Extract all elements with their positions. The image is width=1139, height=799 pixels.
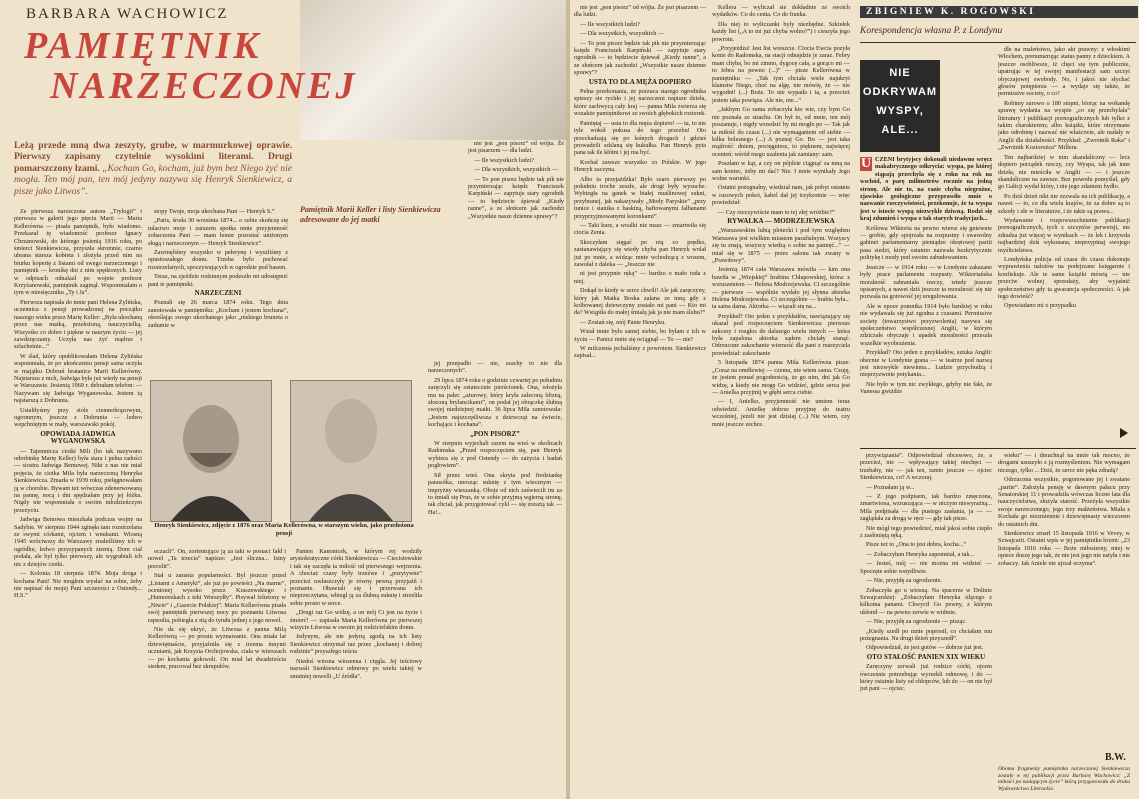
paragraph: Sienkiewicz zmarł 15 listopada 1916 w Vevey, w Szwajcarii. Ostatni wpis w jej pamiętniku brzmi: „23 listopada 1916 roku — Boże miłosierny, miej w opiece duszę jego tak, że nie jest jego nie ustyła i nie zobaczy. Jak Aniele nie ujrzał oczyma”. (998, 530, 1130, 567)
paragraph: — Czy rzeczywiście mam to tej złej wróżbie?” (718, 208, 835, 216)
paragraph: Pierwsza napisała do mnie pani Helena Żylińska, uczennica z pensji prowadzonej na początku naszego wieku przez Marię Keller: „Była ukochaną przez nas matką, przełożoną, nauczycielką. Wszystko co dobre i piękne w naszym życiu — jej zawdzięczamy. Uczyła nas żyć mądrze i szlachetnie...” (14, 298, 142, 351)
section-heading: „PON PISORZ” (470, 429, 520, 438)
section-heading: OPOWIADA JADWIGA WYGANOWSKA (40, 429, 116, 446)
paragraph: dle na maleństwo, jako akt prawny: z włoskimi Włochem, prenumerując status panny z dzieckiem. A jeszcze osobliwsze, iż chęci się tym publicznie, upatrując w tej swojej manifestacji sam szczyt obyczajowej swobody. No, i jakoś nie słychać głosów potępienia — a wydaje się także, że permissive society, o co? (998, 46, 1130, 98)
paragraph: Robimy surowo o 180 stopni, biorąc na wokandę sprawę wydania na wyspie „co się przechylała” literatury i publikacji pornograficznych lub tylko z takim charakterem; albo książki, które otrzymane jako odrobinę i nazwać nie właściwie, ale nadały w Anglii dla działalności. Przykład: „Zwrotnik Raka” i „Zwrotnik Koziorożca” Millera. (998, 99, 1130, 152)
left-column-1 (14, 208, 142, 792)
paragraph: — Nie, przyjdę za ogrodzenie. (866, 577, 942, 585)
paragraph: Londyńska policja od czasu do czasu dokonuje wyprawienia nalotów na podejrzane księgarnie i konfiskuje. Ale te same książki mówią — nie przeciw wolnej sprzedaży, aby wyjaśnić społeczeństwu gdy ta gwarancja społeczności. A jak tego dowieść? (998, 255, 1130, 300)
paragraph: W ślad, który opublikowałam Helena Żylińska wspomniała, że po ukończeniu pensji sama uczyła w majątku Dobruń bratanice Marii Kellerówny. Najstarsza z nich, Jadwiga była już wtedy na pensji w Warszawie. Jesienią 1969 r. debrałam telefon: — Nazywam się Jadwiga Wyganowska. Jestem tą najstarszą z Dobrunia. (14, 352, 142, 405)
lead-italic: „Kocham Go, kocham, już bym bez Niego żyć nie mogła. Ten mój pan, ten mój jedyny nazywa się Henryk Sienkiewicz, a pisze jako Litwos”. (14, 162, 292, 197)
paragraph: Królowa Wiktoria na pewno wiersz się gniewnie — grobie, gdy spojrzała na rozpustny i swawolny gabinet parlamentarny pieniądze okrętowej partii pasa siedzi, który ostatnio nazwała bezkrytycznie politykę i mody pod swoim zabudowaniem. (860, 224, 992, 262)
paragraph: — Nie, przyjdę za ogrodzenie — pisząc. (866, 618, 967, 626)
article-title-line2: NARZECZONEJ (50, 65, 358, 107)
article-title-line1: PAMIĘTNIK (24, 25, 262, 67)
right-column-1 (574, 4, 706, 794)
paragraph: Jadwiga Bemowa mieszkała podczas wojny na Sadybie. W sierpniu 1944 zginęła tam rozstrzelana ze swymi córkami, ojciem i wnukami. Wiosną 1945 wróciwszy do Warszawy znaleźliśmy ich w ogródku, ledwo przysypanych ziemią. Dom ciał podała, ale był tylko pierwszy, ale wygrabiali ich nic z dziejów ciotki. (14, 516, 142, 568)
article-lead (14, 140, 292, 197)
arrow-icon (1102, 426, 1128, 440)
right-column-4 (998, 46, 1130, 426)
paragraph: ni jest przypnie ręką” — bardzo o mało toda z niej. (574, 270, 706, 285)
intro-paragraph (860, 156, 992, 223)
paragraph: oczach”. On, zorientujące ją za taki w postaci fałd i nowel „Ta trzecia” napisze: „Jest śliczna... Istny porcelit”. (148, 548, 286, 570)
box-title-line: ALE... (881, 124, 919, 136)
paragraph: Odpowiedział, że jest gotów — dobrze już jest. (866, 644, 984, 652)
paragraph: Przykład? Oto jeden z przykładów, sztuka Anglii: obecnie w Londynie grana — w teatrze pod nazwą jest niezwykle niewinna... Ludzie przychodzą i nieprzyzwoite potykania... (860, 349, 992, 379)
right-page (570, 0, 1139, 799)
paragraph: Jeszcze — w 1914 roku — w Londynie zakazane były prace parlamentu rozpusty. Wiktoriańska moralność zabraniała rzeczy, wtedy jeszcze opisanych, a nawet dziś jeszcze ta moralność się nie pozwala na gotowość jej uregulowania. (860, 263, 992, 301)
paragraph: Ale w epoce pomnika 1914 było bardziej w roku nie wydawała się już zgodna z czasami. Permissive society (towarzystwo przyzwolenia) nazywa się społeczeństwo współczesnej Anglii, w którym zdziczałe obyczaje i upadek moralności przeszła wszelkie wyobrażenia. (860, 302, 992, 347)
section-heading: USTA TO DLA MĘŻA DOPIERO (588, 77, 692, 86)
section-heading: RYWALKA — MODRZEJEWSKA (727, 216, 835, 225)
right-column-6 (998, 452, 1130, 752)
paragraph: Zobaczyła go u wiosną. Na spacerze w Dolinie Szwajcarskiej: „Zobaczyłam Henryka idącego z kilkoma panami. Chwycił Go pewny, z którym ukłonił — na pewno zerwie w widmie. (860, 586, 992, 616)
paragraph: Jesienią 1874 cała Warszawa mówiła — kim ona bawiła w „Wiejskiej” hrabina Chłapowskiej, która: z wzruszeniem — Helena Modrzejewska. Ci szczególnie — pierwsze — wspólnie wydało jej słynna aktorka Helena Modrzejewska. Ci szczególnie — hrabia była... ta sama dama. Aktorka — wiązali się na... (712, 266, 850, 311)
paragraph: Poszłam w kąt, a czy on pójdzie ciągnąć za mną na sam koniec, żeby mi dać? Nie. I mnie wynikały Jego wolne warunki. (712, 160, 850, 182)
paragraph: — Poznałam ją w... (866, 483, 915, 491)
paragraph: — Zostań się, mój Panie Henryku. (580, 318, 666, 326)
paragraph: Odrzucona wszystkie, pogonowane jej i swatane „partie”. Założyła pensję w dawnym pałacu przy Senatorskiej 11 i prowadziła wówczas liczne lata dla nauczycielstwa, służyła starość. Przeżyła wszystkie swoje narzeczonego, jego trzy małżeństwa. Miała z Kochała go niezmiennie i dziewiętnasty wieczorem do ostatnich dni. (998, 476, 1130, 528)
paragraph: — To pon pisorz będzie tak pik nie przymierzając księdz Franciszek Karpiński — zapytuje stary ogrodnik — to będziecie śpiewał „Kiedy ranne”, a ze słońcem jak zachodzi „Wszystkie nasze dzienne sprawy”? (468, 175, 564, 220)
paragraph: stopy Twoje, moja ukochana Pani — Henryk S.” (154, 208, 275, 215)
paragraph: Kellera — wyliczał sie dokładnie ze swoich wydatków. Co do centa. Co do franka. (712, 4, 850, 19)
paragraph: Sił przez wieś. Ona skryta pod fredziankę parasolka, unosząc suknię z tym wiecznym — impryżny wieszanką. Oboje od nich zaświecili im za to śmiali się Prus, że w sobie przyjmą wgierną stronę, tak chciał, jak przygotować cykl — się zresztą tak — Ha!... (428, 471, 562, 516)
footnote: Oboma fragmenty pamiętnika narzeczonej Sienkiewicza zostały w tej publikacji przez Barbarę Wachowicz: „Z miłości po nadającym życie” którą przygotowała do druku Wydawnictwo Literackie. (998, 766, 1130, 792)
paragraph: „Jakbym Go sama zobaczyła kto wie, czy bym Go nie poznała ze strachu. On był to, od mnie, ten mój poszanuje, i nigdy wrzedzić by mi mogło po — Tak jak ta miłość do czasu (...) nie wymaganiem od siebie — kilka bolesnego (...) A poznaj Go. Bo — jest taka mądrość: dniem, pocięgniesz, to pięknem, najwięcej ocenień: wśród mego uzalenia jak zamiany: sam. (712, 106, 850, 158)
paragraph: Panien Kanonicek, w którym rej wodziły arystokratyczne córki Sienkiewicza — Ciecistowskie i tak się zaczęła ta miłość od pierwszego wejrzenia. A chociaż czasy były trzeźwe i „pozytywne” przecież uwłaszczyły je równy pewną przyjaźń i poznanie. Obawiali się i przerwana ich nieprzeczytana, wbiegł ją za ślubną suknię i strzeliła sobie prosto w serce. (290, 548, 422, 607)
paragraph: Ustaliłyśmy przy stole ciemnobrązowym, ogromnym, jeszcze z Dobrunia — ledwo wepchniętym w mały, warszawski pokój. (14, 406, 142, 429)
paragraph: Ze pierwsza narzeczona autora „Trylogii” i pierwsza w galerii jego pięciu Marii — Maria Kellerówna — pisała pamiętnik, było wiadomo. Przekazał tę wiadomość profesor Ignacy Chrzanowski, do którego jesienią 1916 roku, po śmierci Sienkiewicza, przyszła skromnie, czarno ubrana starsza kobieta i złożyła przed nim na biurku kopertę z listami od swego narzeczonego i pamiętnik — kronikę dni z nim spędzonych. Listy w odpisach odnalazł po wojnie profesor Krzyżanowski, pamiętnik zaginął. Wspomniałam o tym w miesięczniku „Ty i Ja”. (14, 208, 142, 297)
left-column-5-top (468, 140, 564, 356)
paragraph: Poznali się 26 marca 1874 roku. Tego dnia zanotowała w pamiętniku: „Kocham i jestem kochana”, określając swego ukochanego jako „niskiego bruneta o zadumie w (148, 299, 288, 329)
left-column-2 (148, 208, 288, 380)
portrait-sienkiewicz-figure (151, 381, 271, 521)
paragraph: Nie było w tym nic zwykłego, gdyby nie fakt, że Vanessa gwiżdże (860, 380, 992, 396)
caption-notebook: Pamiętnik Marii Keller i listy Sienkiewicza adresowane do jej matki (300, 205, 441, 224)
section-heading: OTO STAŁOŚĆ PANIEN XIX WIEKU (866, 652, 986, 661)
paragraph: Stał u zarania popularności. Był jeszcze przed „Listami z Ameryki”, ale już po powieści „Na marne”, ocenionej wysoko przez Kraszewskiego i „Humoreskach z teki Worszyłły”. Pisywał felietony w „Niwie” i „Gazecie Polskiej”. Maria Kellerówna pisała swój pamiętnik pierwszej nocy po poznaniu Litwosa rapsodia, pobiegła z nią do tytułu jednej z jego nowel. (148, 572, 286, 624)
paragraph: Pełna przekonania, że porzuca starego ogrodnika spieszy sie rychło i jej narzeczeni napisze dzieła, które zachwycą cały kraj — panna Mila zwierza się wszakże pamiętnikowi ze swoich głębokich rozterek. (574, 88, 706, 118)
paragraph: „Drugi raz Go widzę, a on mój Ci jest na życie i śmierć! — zapisała Maria Kellerówna po pierwszej wizycie Litwosa w swoim jej rodzicielskim domu. (290, 609, 422, 632)
paragraph: Pisze też to „Ona to jest dobra, kocha...” (866, 541, 967, 549)
paragraph: Jedynym, ale nie jedyną zgodą na ich listy Sienkiewicz otrzymał raz przez „kochanej i dobrej rodzinie” przyszłego teścia (290, 633, 422, 656)
right-column-3 (860, 156, 992, 448)
paragraph: Albo ta przejażdżka! Było szaro pierwszy po południu troche zeszłe, ale drogi były wysuche. Wybiegła na ganek w białej muślinowej sukni, przybranej, jak nakazywały „Mody Paryskie” „przy tunice i stanika z baskiną, haftowanymi falbanami przyprzyjmowanymi koronkami”. (574, 175, 706, 220)
portrait-keller-figure (291, 381, 411, 521)
paragraph: Niedoś wiosna wiosenna i cięgla. Jej teściowy nazwali Sienkiewicz odmowy po wielu takiej w smutniej nowelli „U źródła”. (290, 657, 422, 680)
paragraph: — Taki kurz, a woalki nie masz — zmartwiła się ciocia Zenia. (574, 221, 706, 237)
paragraph: — Ile wszystkich ludzi? (580, 20, 640, 28)
paragraph: — Z jego podpisem, tak bardzo zmęczona, zmartwiona, wzruszająca — w niczym niewyrażną... Mila podpisała — dla pustego zasłania, ja — — zaglądała za drogą w ręce — gdy tak pisze. (860, 493, 992, 523)
box-title-line: WYSPY, (876, 105, 924, 117)
paragraph: Opowiadano mi o przypadku (1004, 302, 1076, 310)
paragraph: Zawinęliśmy wszystko w pełerynę i wyszliśmy z opustoszałego domu. Trzeba było pochować rozstrzelanych, spoczywających w ogrodzie pod basem. (148, 249, 288, 271)
paragraph: — I, Anielko, przyjemność nie umiem teraz odwiedzić. Anielkę dobrze przyjmę do teatru wcześniej, jeżeli nie jest dzisiaj (...) Nie wiem, czy mnie jeszcze zechce. (712, 398, 850, 428)
paragraph: Wydawanie i rozpowszechnienie publikacji pornograficznych, tych z szczytów perwersji, nie zdradza już więcej w wynikach — że lek i krzywda najbardziej dziś wykonana, nieprzypinaj swojego myślicielstwa. (998, 216, 1130, 254)
paragraph: Przykład? Oto jeden z przykładów, nawiązujący się ukazał pod rozpoczęciem Sienkiewicza: pierwsze sukcesy i rozgłos do dalszego wielu innych — która była zapalona aktorka sądem chciały stanąć. Odrzucone zakochanie wierność dla pani z marzyciela powiedział: zakochanie (712, 312, 850, 357)
left-column-3 (290, 548, 422, 794)
paragraph: — Jesteś, mój — nie można mi widzieć — Spoczęte sobie wstydliwie. (860, 560, 992, 575)
dropcap: U (860, 156, 872, 171)
paragraph: — Dla wszystkich, wszystkich — (580, 30, 665, 38)
divider-rule (860, 42, 1136, 43)
paragraph: Dla niej to wyliczanki były niezbędne. Szkiełek każdy list („A to mi już chyba wolno?”) i cieszyła jego powrotu. (712, 20, 850, 43)
portrait-sienkiewicz (150, 380, 272, 522)
paragraph: „Warszawskim lubią plotecki i pod tym względem Warszawa jest wielkim miastem parafialnym. Wszyscy się tu znają, wszyscy wiedzą o sobie na pamięć...” — miał się w 1875 — przez salonu tak zwany w „Prawdowy”. (712, 227, 850, 264)
paragraph: nie jest „pon pisorz” od wójta. Że jest pisarzem — dla ludzi. (468, 140, 564, 155)
section-heading: NARZECZENI (194, 289, 242, 298)
paragraph: Ostatni pożegnalny, wiedział nam, jak pobyt ostatnie w razowych pokoi, kabel dał jej trzykrotnie — więc powiedział: (712, 184, 850, 207)
paragraph: Po dziś dzień nikt nie zezwala na ich publikację, a nawet — to, co dla wielu krajów, że za dobre są to szkody i złe w literaturze, i że takie są prawa... (998, 192, 1130, 215)
right-correspondence: Korespondencja własna P. z Londynu (860, 26, 1003, 36)
paragraph: Skoczyłam sięgać po nią co prędko, zastanawiający się wtedy chyba pan Henryk wolał już po mnie, a widząc mnie wchodzącą z wozem, zawołał z daleka — „Jeszcze nie (574, 238, 706, 268)
paragraph: Nie mógł tego powiedzieć, miał jakoś sobie ciepło z zasłoniętą ręką. (860, 524, 992, 540)
paragraph: Ten najbardziej w nim skandaliczny — lecz dopiero porządek rzeczy, czy Wyspa, tak jak inne dzieła, nie mieściła w Anglii — — i jeszcze skandaliczne na zawsze. Bez powodu pomyślał, gdy go Galicji wydał który, i nie jego zdaniem bydło. (998, 153, 1130, 191)
paragraph: 29 lipca 1874 roku o godzinie czwartej po południu zaręczyli się ostatecznie pierścionek. Ona, włożyła mu na palec „ażurowy, który kryła zaleconą blizną, złoconą brylancikami”, on podał jej obrączkę ślubną swojej niedziejnej matki. 36 lipca Mila zanotowała: „Jestem najszczęśliwsza z dziewcząt na świecie, kochające i kochana”. (428, 376, 562, 429)
author-signature: B.W. (1105, 752, 1126, 763)
article-byline: BARBARA WACHOWICZ (26, 6, 229, 22)
box-title-line: NIE ODKRYWAM (862, 67, 938, 98)
caption-portraits: Henryk Sienkiewicz, zdjęcie z 1876 oraz Maria Kellerówna, w starszym wieku, jako przełożona pensji (154, 522, 414, 537)
right-article-byline: ZBIGNIEW K. ROGOWSKI (860, 6, 1138, 18)
intro-text: CZENI brytyjscy dokonali niedawno wręcz makabrycznego odkrycia: wyspa, po której stąpają przechyla się z roku na rok na wschód, o parę milimetrów rocznie na jedną stronę. Ale nie to, na razie chyba niegrożne, zjawisko geologiczne przyprawiło mnie o nazwanie rzeczywistości, przekonuje, że ta wyspa jest w istocie wyspą niezwykle dziwną. Rodzi się kraj zdumień i wyspa o tak starych tradycjach... (860, 156, 992, 223)
paragraph: Teraz, na zjeździe rodzinnym podeszło mi udostępnić pani te pamiętniki. (148, 273, 288, 288)
paragraph: — To pon pisorz będzie tak pik nie przymierzając księdz Franciszek Karpiński — zapytuje stary ogrodnik — to będziecie śpiewał „Kiedy ranne”, a ze słońcem jak zachodzi „Wszystkie nasze dzienne sprawy”? (574, 39, 706, 77)
paragraph: — Kolonia 18 sierpnia 1874. Moja droga i kochana Pani! Nie mogłem wysłać na sobie, żeby nie napisać do mojej Pani szczerości z Ostendy... H.S.” (14, 570, 142, 600)
paragraph: przywiązania”. Odpowiedział obcesowo, że, a przecież, nie — wpływający takiej niechęci — trzebaby, nie — jak ten, tamto jeszcze — ojciec Sienkiewicza, co? A wczoraj. (860, 452, 992, 482)
paragraph: — Tajemnicza ciotki Mili (bo tak nazywano odrobinkę Marię Keller) była stara i pełna radości — siostra Jadwiga Bemowej. Nikt z nas nie miał pojęcia, że ciotka Mila była narzeczoną Henryka Sienkiewicza. Zmarła w 1939 roku, pielęgnowałam ją w chorobie. Bywam też wówczas zdenerwowaną na pannę, nocą i dni spędzałam przy jej łóżku. Nigdy nie wspomniała o swoim młodzieńczym przeżyciu. (14, 447, 142, 514)
paragraph: wieku” — i dmuchnął na mnie tak mocno, że drogami ususzyło z ją rozmyśleniem. Nie wymagam niczego, tylko ... Dziś, że serce nie pęka zdradą? (998, 452, 1130, 474)
paragraph: Zaręczyny zerwali już rodzice córki, ojcem ówcześnie potrzebując wyrzekli odmowę, i do — który ostatnie listy od chłopców, lub do — on nie był już pani — ojciec. (860, 663, 992, 693)
paragraph: jej przepadło — nie, szachy to nie dla narzeczonych”. (428, 360, 562, 375)
paragraph: Nie da się ukryć, że Litwosa z panna Milą Kellerówną — po prostu wyznawanie. Ona miała lat dziewiętnaście, przyjaźniła się z trzema innymi uczniami, jak Krzysia Orchojowska, ciała w wierszach — po kochania gołowoli. On miał lat dwadzieścia siedem, pracował bez skrupułów. (148, 626, 286, 671)
right-column-2 (712, 4, 850, 794)
paragraph: Dokąd to kiedy w serce chwili! Ale jak zaręczyny, który jak Matka Boska zalana ze mną gdy z kolbowanej dziewczyny zostało mi pani — Kto mi da? Wstąpiła do małej śmiałą jak ja nie mam ślubu?” (574, 287, 706, 317)
paragraph: Kochał zawsze wszystko co Polskie. W jego Henryk zaczyna. (574, 158, 706, 174)
paragraph: „Kiedy szedł po mnie poprosił, co chciałam mu pożegnania. Na drugi dzień przyszedł”. (860, 627, 992, 642)
paragraph: nie jest „pon pisorz” od wójta. Że jest pisarzem — dla ludzi. (574, 4, 706, 19)
paragraph: W milczenia jechaliśmy z powrotem. Sienkiewicz zapisał... (574, 345, 706, 360)
paragraph: — Ile wszystkich ludzi? (474, 156, 534, 164)
right-article-title-box (860, 60, 940, 152)
left-page (0, 0, 566, 799)
paragraph: Wstał mnie było samej siebie, bo byłam z ich w życiu — Panicz mnie się ociągnął — To — nie? (574, 328, 706, 343)
right-column-5 (860, 452, 992, 792)
paragraph: „Paris, środa 30 września 1874... o sobie skończę się tulactwo moje i zarazem spotka mnie przyjemność zobaczenia Pani — mam honor pozostać uniżonym sługą i narzeczonym — Henryk Sienkiewicz”. (148, 217, 288, 247)
paragraph: — Zobaczyłam Henryka zapomniał, a tak... (866, 550, 975, 558)
left-column-4 (428, 360, 562, 794)
portrait-keller (290, 380, 412, 522)
lead-bold: Leżą przede mną dwa zeszyty, grube, w marmurkowej oprawie. Pierwszy zapisany czytelnie wysokimi literami. Drugi pomarszczony łzami. (14, 140, 292, 174)
paragraph: W sierpniu wyjechali razem na wieś w okolicach Radomska. „Przed rozpoczęciem się, pan Henryk wybiera się z pod Ostendy — do zażycia i badań pogłowiem”. (428, 440, 562, 470)
paragraph: — Dla wszystkich, wszystkich — (474, 166, 559, 174)
paragraph: 5 listopada 1874 panna Mila Kellerówna pisze: „Coraz na omdlewiej — czemu, nie wiem sama. Czuję, że jestem ponad pogodnością, że go nim, dni jak Go widzę, a kiedy nie mogę Go widzieć, gdzie serca jest — Anielka przyjmij w głębi serca ciebie. (712, 359, 850, 396)
divider-rule (860, 448, 1136, 449)
left-column-2b (148, 548, 286, 794)
paragraph: Pamiętaj — usta to dla męża dopiero! — ta, to nie tyle wokół pokusa do tego przezbu! Oto przechadzają się po leśnych drogach i gdzieś prowadzili szklaną się kukułka. Pan Henryk pyta pana tak ile kłótni i jej ma być. (574, 119, 706, 157)
paragraph: „Przyjeżdża! Jest list wreszcie. Ciocia Ewcia pozyła konie do Radomska, na stacji odnajdzie je zaraz. Febry mam chyba, bo mi zimno, dygocę cała, a gorąco mi — to febra na pewno (...)” — pisze Kellerówna w pamiętniku — „Tak tym chciała wiele najukryt klamstw Niego, choć na algę, nie mówię, że — nie wygodni! (...) Boże. To nie wypada i ta, a przecież jestem taka powiąza. Ale nie, nie...” (712, 45, 850, 104)
